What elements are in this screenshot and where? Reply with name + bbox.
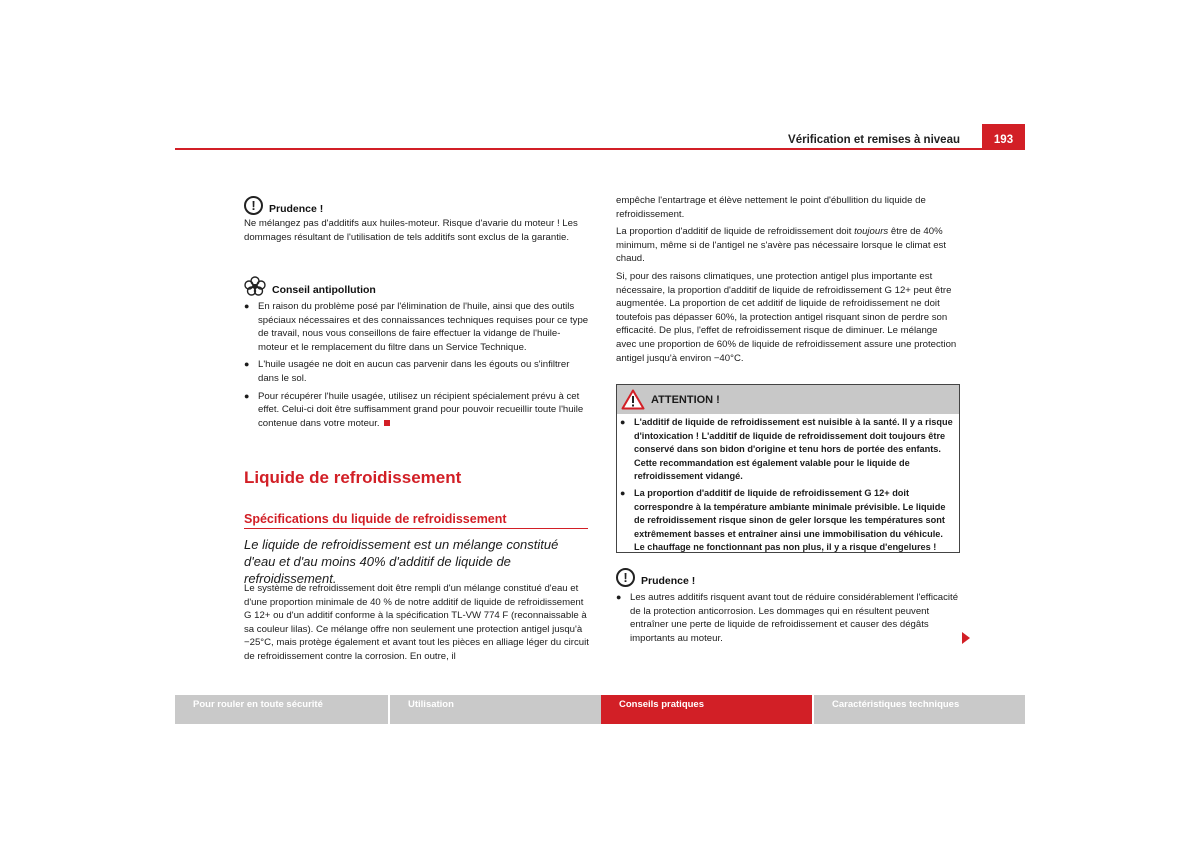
prudence-title: Prudence ! [641, 575, 696, 587]
attention-heading [617, 385, 959, 414]
exclamation-icon: ! [244, 196, 263, 215]
list-item: ● L'additif de liquide de refroidissement est nuisible à la santé. Il y a risque d'intoxication ! L'additif de liquide de refroidissement doit toujours être conservé dans son bidon d'origine et tenu hors de portée des enfants. Cette recommandation est également valable pour le liquide de refroidissement vidangé. [620, 417, 953, 482]
body-paragraph: Le système de refroidissement doit être rempli d'un mélange constitué d'eau et d'une proportion minimale de 40 % de notre additif de liquide de refroidissement G 12+ ou d'un additif conforme à la spécification TL-VW 774 F (reconnaissable à sa couleur lilas). Ce mélange offre non seulement une protection antigel jusqu'à −25°C, mais protège également et avant tout les pièces en alliage léger du circuit de refroidissement contre la corrosion. En outre, il [244, 583, 589, 662]
list-item: ● L'huile usagée ne doit en aucun cas parvenir dans les égouts ou s'infiltrer dans le sol. [244, 359, 570, 384]
warning-triangle-icon [621, 389, 645, 410]
environment-title: Conseil antipollution [272, 284, 376, 296]
prudence-title: Prudence ! [269, 203, 324, 215]
prudence-heading [616, 568, 960, 587]
lead-paragraph: Le liquide de refroidissement est un mélange constitué d'eau et d'au moins 40% d'additif de liquide de refroidissement. [244, 537, 559, 586]
page-number: 193 [982, 124, 1025, 149]
tab-caracteristiques-techniques[interactable]: Caractéristiques techniques [814, 695, 1025, 724]
flower-icon [244, 276, 266, 296]
prudence-note [244, 196, 590, 244]
tab-utilisation[interactable]: Utilisation [390, 695, 601, 724]
environment-heading [244, 276, 590, 296]
running-header-title: Vérification et remises à niveau [788, 134, 960, 146]
attention-title: ATTENTION ! [651, 393, 720, 406]
list-item: ● En raison du problème posé par l'élimination de l'huile, ainsi que des outils spéciaux nécessaires et des connaissances techniques requises pour ce type de travail, nous vous conseillons de faire effectuer la vidange de l'huile-moteur et le remplacement du filtre dans un Service Technique. [244, 301, 589, 353]
attention-box [616, 384, 960, 553]
end-marker [384, 420, 390, 426]
environment-note [244, 276, 590, 430]
subsection-title: Spécifications du liquide de refroidissement [244, 512, 588, 529]
right-column-text [616, 194, 960, 365]
list-item: ● Pour récupérer l'huile usagée, utilisez un récipient spécialement prévu à cet effet. Celui-ci doit être suffisamment grand pour pouvoir recueillir toute l'huile contenue dans votre moteur. [244, 390, 584, 429]
body-paragraph: La proportion d'additif de liquide de refroidissement doit toujours être de 40% minimum, même si de l'antigel ne s'avère pas nécessaire lorsque le climat est chaud. [616, 226, 946, 265]
section-title: Liquide de refroidissement [244, 468, 462, 487]
tab-pour-rouler-en-toute-securite[interactable]: Pour rouler en toute sécurité [175, 695, 388, 724]
list-item: ● La proportion d'additif de liquide de refroidissement G 12+ doit correspondre à la température ambiante minimale prévisible. Le liquide de refroidissement risque sinon de geler lorsque les températures sont extrêmement basses et entraîner ainsi une immobilisation du véhicule. Le chauffage ne fonctionnant pas non plus, il y a risque d'engelures ! [620, 487, 946, 553]
tab-conseils-pratiques[interactable]: Conseils pratiques [601, 695, 812, 724]
list-item: ● Les autres additifs risquent avant tout de réduire considérablement l'efficacité de la protection anticorrosion. Les dommages qui en résultent peuvent entraîner une perte de liquide de refroidissement et causer des dégâts importants au moteur. [616, 592, 959, 644]
exclamation-icon: ! [616, 568, 635, 587]
prudence-text: Ne mélangez pas d'additifs aux huiles-moteur. Risque d'avarie du moteur ! Les dommages résultant de l'utilisation de tels additifs sont exclus de la garantie. [244, 218, 578, 243]
body-paragraph: Si, pour des raisons climatiques, une protection antigel plus importante est nécessaire, la proportion d'additif de liquide de refroidissement G 12+ peut être augmentée. La proportion de cet additif de liquide de refroidissement ne doit toutefois pas dépasser 60%, la protection antigel risquant sinon de perdre son efficacité. De plus, l'effet de refroidissement risque de diminuer. Le mélange avec une proportion de 60% de liquide de refroidissement assure une protection antigel jusqu'à environ −40°C. [616, 270, 957, 364]
header-rule [175, 148, 1025, 150]
body-paragraph: empêche l'entartrage et élève nettement le point d'ébullition du liquide de refroidissement. [616, 195, 926, 220]
prudence-heading [244, 196, 590, 215]
prudence-note-2 [616, 568, 960, 645]
continue-arrow-icon [962, 632, 970, 644]
